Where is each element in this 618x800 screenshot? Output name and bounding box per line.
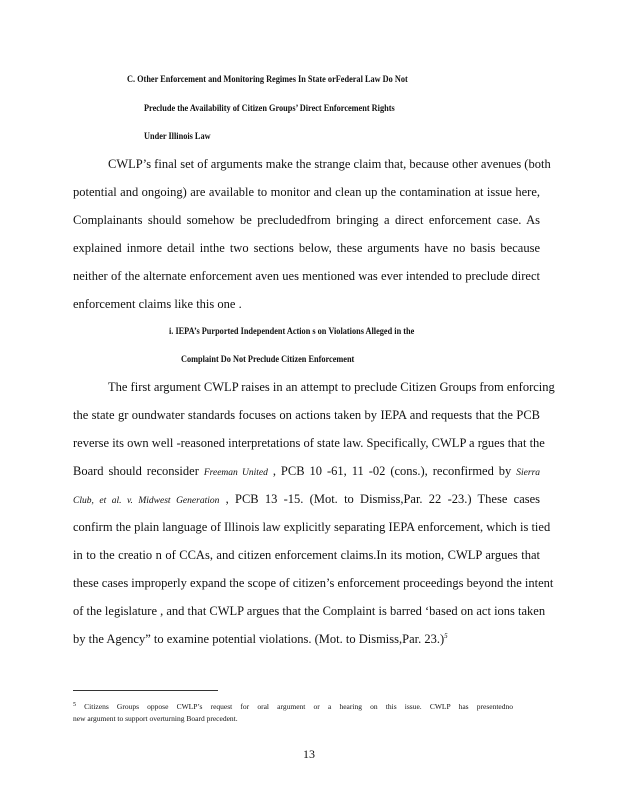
subsection-heading-i-line1: i. IEPA’s Purported Independent Action s on Violations Alleged in the [169, 326, 415, 336]
paragraph-2-line-last [73, 632, 540, 647]
paragraph-1-line: explained inmore detail inthe two sections below, these arguments have no basis because [73, 241, 540, 255]
paragraph-1-line: potential and ongoing) are available to monitor and clean up the contamination at issue here, [73, 185, 540, 199]
paragraph-2-line: of the legislature , and that CWLP argues that the Complaint is barred ‘based on act ions taken [73, 604, 546, 618]
case-name-italic: Club, et al. v. Midwest Generation [73, 496, 220, 506]
footnote-separator [73, 690, 218, 691]
text-segment: Board should reconsider [73, 464, 199, 478]
paragraph-1-line: Complainants should somehow be precludedfrom bringing a direct enforcement case. As [73, 213, 540, 227]
section-heading-c-line3: Under Illinois Law [144, 131, 211, 141]
paragraph-2-line: reverse its own well -reasoned interpretations of state law. Specifically, CWLP a rgues that the [73, 436, 545, 450]
paragraph-2-line: these cases improperly expand the scope of citizen’s enforcement proceedings beyond the intent [73, 576, 554, 590]
paragraph-2-line-with-citation [73, 492, 540, 507]
footnote-line [73, 702, 513, 711]
text-segment: by the Agency” to examine potential violations. (Mot. to Dismiss,Par. 23.) [73, 632, 445, 646]
paragraph-1-line: neither of the alternate enforcement aven ues mentioned was ever intended to preclude direct [73, 269, 540, 283]
paragraph-2-line: the state gr oundwater standards focuses on actions taken by IEPA and requests that the PCB [73, 408, 540, 422]
text-segment: , PCB 13 -15. (Mot. to Dismiss,Par. 22 -23.) These cases [225, 492, 541, 506]
case-name-italic: Freeman United [203, 468, 268, 478]
page-number: 13 [303, 747, 315, 761]
section-heading-c-line2: Preclude the Availability of Citizen Groups’ Direct Enforcement Rights [144, 103, 395, 113]
footnote-marker: 5 [73, 702, 76, 708]
paragraph-2-line-with-citation [73, 464, 540, 479]
section-heading-c-line1: C. Other Enforcement and Monitoring Regimes In State orFederal Law Do Not [127, 74, 408, 84]
case-name-italic: Sierra [516, 468, 541, 478]
text-segment: , PCB 10 -61, 11 -02 (cons.), reconfirmed by [272, 464, 512, 478]
footnote-reference: 5 [444, 632, 448, 640]
paragraph-1-line: CWLP’s final set of arguments make the strange claim that, because other avenues (both [108, 157, 551, 171]
paragraph-2-line: in to the creatio n of CCAs, and citizen enforcement claims.In its motion, CWLP argues that [73, 548, 540, 562]
footnote-line: new argument to support overturning Board precedent. [73, 714, 238, 723]
subsection-heading-i-line2: Complaint Do Not Preclude Citizen Enforcement [181, 354, 355, 364]
paragraph-2-line: The first argument CWLP raises in an attempt to preclude Citizen Groups from enforcing [108, 380, 555, 394]
paragraph-2-line: confirm the plain language of Illinois law explicitly separating IEPA enforcement, which is tied [73, 520, 551, 534]
paragraph-1-line: enforcement claims like this one . [73, 297, 242, 311]
footnote-text: Citizens Groups oppose CWLP’s request for oral argument or a hearing on this issue. CWLP has presentedno [84, 702, 513, 711]
